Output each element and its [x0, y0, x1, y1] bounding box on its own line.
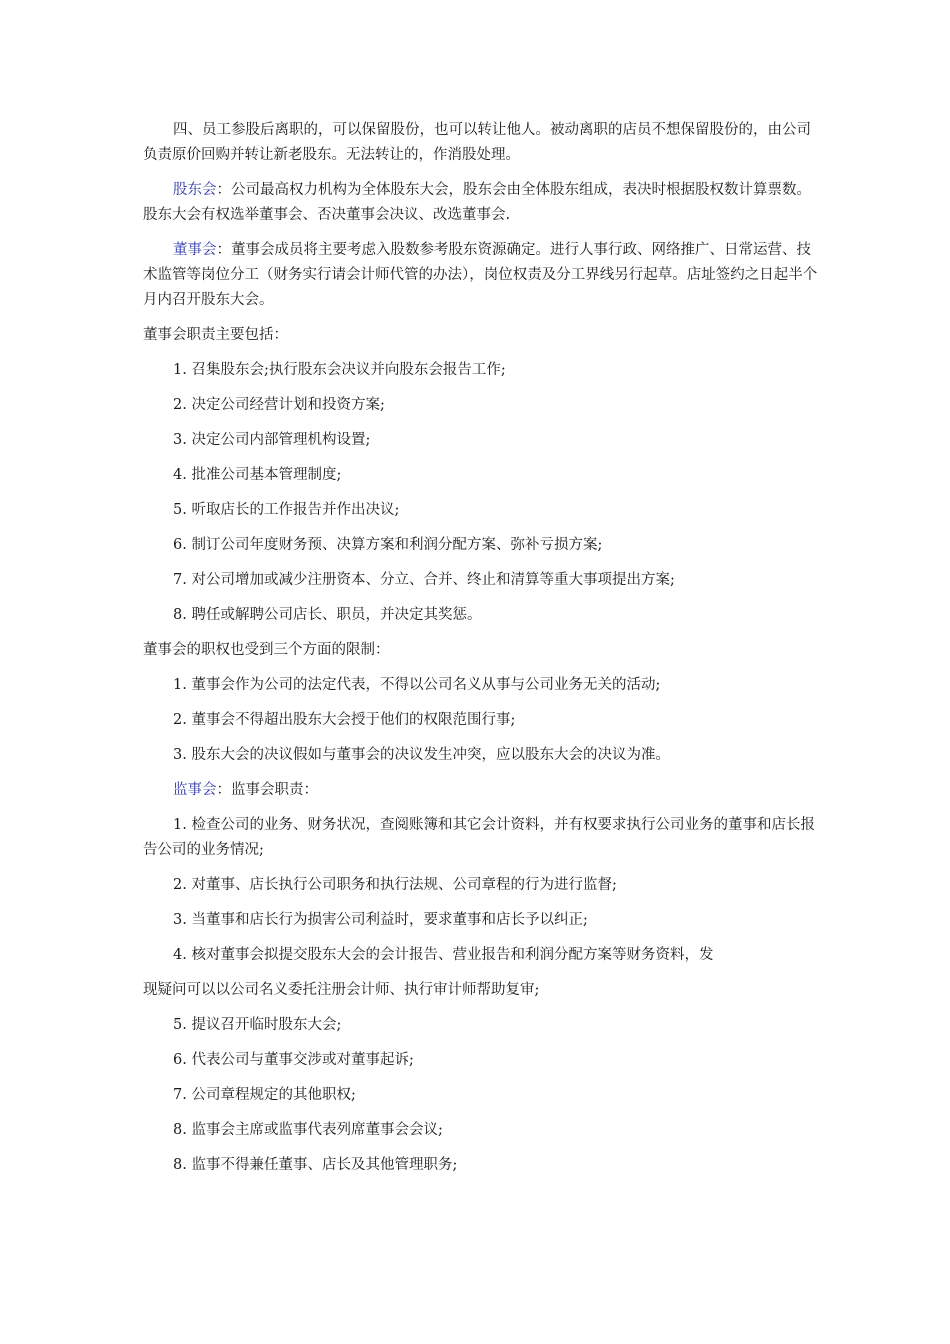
list-item: 5. 提议召开临时股东大会; — [173, 1017, 342, 1033]
list-item: 4. 核对董事会拟提交股东大会的会计报告、营业报告和利润分配方案等财务资料，发 — [173, 947, 714, 963]
list-item: 2. 决定公司经营计划和投资方案; — [173, 397, 385, 413]
paragraph-employee-shares: 四、员工参股后离职的，可以保留股份，也可以转让他人。被动离职的店员不想保留股份的，由公司负责原价回购并转让新老股东。无法转让的，作消股处理。 — [143, 122, 811, 163]
list-item: 3. 决定公司内部管理机构设置; — [173, 432, 371, 448]
board-limits-heading: 董事会的职权也受到三个方面的限制： — [143, 642, 390, 658]
list-item: 1. 董事会作为公司的法定代表，不得以公司名义从事与公司业务无关的活动; — [173, 677, 661, 693]
board-text: 董事会成员将主要考虑入股数参考股东资源确定。进行人事行政、网络推广、日常运营、技术监管等岗位分工（财务实行请会计师代管的办法），岗位权责及分工界线另行起草。店址签约之日起半个月内召开股东大会。 — [143, 242, 818, 308]
paragraph-board — [143, 238, 818, 313]
list-item: 6. 代表公司与董事交涉或对董事起诉; — [173, 1052, 414, 1068]
supervisors-colon: ： — [216, 782, 231, 798]
list-item: 1. 检查公司的业务、财务状况，查阅账簿和其它会计资料，并有权要求执行公司业务的董事和店长报告公司的业务情况; — [143, 817, 815, 858]
list-item-continuation: 现疑问可以以公司名义委托注册会计师、执行审计师帮助复审; — [143, 982, 540, 998]
list-item: 2. 对董事、店长执行公司职务和执行法规、公司章程的行为进行监督; — [173, 877, 617, 893]
paragraph-shareholders — [143, 178, 818, 228]
list-item: 3. 当董事和店长行为损害公司利益时，要求董事和店长予以纠正; — [173, 912, 588, 928]
list-item: 7. 公司章程规定的其他职权; — [173, 1087, 356, 1103]
board-term: 董事会 — [173, 242, 217, 258]
list-item: 8. 监事会主席或监事代表列席董事会会议; — [173, 1122, 443, 1138]
list-item: 7. 对公司增加或减少注册资本、分立、合并、终止和清算等重大事项提出方案; — [173, 572, 675, 588]
shareholders-text: 公司最高权力机构为全体股东大会，股东会由全体股东组成，表决时根据股权数计算票数。股东大会有权选举董事会、否决董事会决议、改选董事会. — [143, 182, 811, 223]
list-item: 1. 召集股东会;执行股东会决议并向股东会报告工作; — [173, 362, 506, 378]
list-item: 2. 董事会不得超出股东大会授于他们的权限范围行事; — [173, 712, 516, 728]
board-duties-heading: 董事会职责主要包括： — [143, 327, 288, 343]
paragraph-supervisors — [143, 778, 818, 803]
list-item: 8. 聘任或解聘公司店长、职员，并决定其奖惩。 — [173, 607, 482, 623]
list-item: 8. 监事不得兼任董事、店长及其他管理职务; — [173, 1157, 458, 1173]
supervisors-term: 监事会 — [173, 782, 217, 798]
board-colon: ： — [216, 242, 231, 258]
document-page — [143, 118, 818, 1188]
shareholders-colon: ： — [216, 182, 231, 198]
shareholders-term: 股东会 — [173, 182, 217, 198]
list-item: 5. 听取店长的工作报告并作出决议; — [173, 502, 400, 518]
list-item: 4. 批准公司基本管理制度; — [173, 467, 342, 483]
list-item: 3. 股东大会的决议假如与董事会的决议发生冲突，应以股东大会的决议为准。 — [173, 747, 670, 763]
supervisors-text: 监事会职责： — [231, 782, 318, 798]
list-item: 6. 制订公司年度财务预、决算方案和利润分配方案、弥补亏损方案; — [173, 537, 603, 553]
